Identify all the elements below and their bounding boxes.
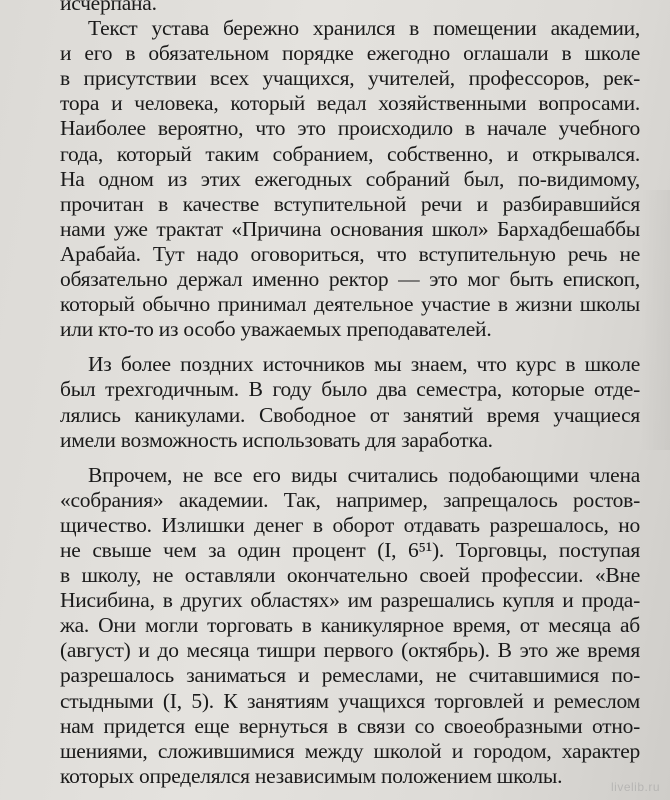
text-line: Из более поздних источников мы знаем, что курс в школе: [88, 352, 640, 377]
text-line: и его в обязательном порядке ежегодно оглашали в школе: [60, 41, 640, 66]
text-line: Нисибина, в других областях» им разрешались купля и прода-: [60, 588, 640, 613]
text-line: Арабайа. Тут надо оговориться, что вступительную речь не: [60, 241, 640, 266]
text-line: имели возможность использовать для заработка.: [60, 427, 493, 452]
paragraph-gap: [60, 453, 640, 463]
text-line: который обычно принимал деятельное участие в жизни школы: [60, 292, 640, 317]
text-line: прочитан в качестве вступительной речи и разбиравшийся: [60, 191, 640, 216]
text-line: которых определялся независимым положением школы.: [60, 763, 563, 788]
paragraph-2: [60, 352, 640, 452]
text-line: На одном из этих ежегодных собраний был, по-видимому,: [60, 166, 640, 191]
text-line: не свыше чем за один процент (I, 6⁵¹). Торговцы, поступая: [60, 537, 640, 562]
text-line: Впрочем, не все его виды считались подобающими члена: [88, 462, 640, 487]
text-line: исчерпана.: [60, 0, 157, 15]
text-line: нами уже трактат «Причина основания школ» Бархадбешаббы: [60, 216, 640, 241]
text-line: нам придется еще вернуться в связи со своеобразными отно-: [60, 713, 640, 738]
text-line: года, который таким собранием, собственно, и открывался.: [60, 141, 640, 166]
text-line: Текст устава бережно хранился в помещении академии,: [88, 16, 640, 41]
text-line: тора и человека, который ведал хозяйственными вопросами.: [60, 91, 640, 116]
paragraph-0: [60, 0, 640, 16]
text-line: лялись каникулами. Свободное от занятий время учащиеся: [60, 402, 640, 427]
text-line: был трехгодичным. В году было два семестра, которые отде-: [60, 377, 640, 402]
text-line: щичество. Излишки денег в оборот отдавать разрешалось, но: [60, 512, 640, 537]
text-line: разрешалось заниматься и ремеслами, не считавшимися по-: [60, 663, 640, 688]
watermark: livelib.ru: [610, 780, 660, 794]
text-line: или кто-то из особо уважаемых преподавателей.: [60, 317, 492, 342]
paragraph-3: [60, 463, 640, 789]
page-edge-shadow: [640, 190, 670, 450]
text-line: Наиболее вероятно, что это происходило в начале учебного: [60, 116, 640, 141]
text-line: стыдными (I, 5). К занятиям учащихся торговлей и ремеслом: [60, 688, 640, 713]
text-line: шениями, сложившимися между школой и городом, характер: [60, 738, 640, 763]
text-line: обязательно держал именно ректор — это мог быть епископ,: [60, 267, 640, 292]
text-line: (август) и до месяца тишри первого (октябрь). В это же время: [60, 638, 640, 663]
text-line: в школу, не оставляли окончательно своей профессии. «Вне: [60, 563, 640, 588]
paragraph-1: [60, 16, 640, 342]
page-text: [60, 0, 640, 789]
paragraph-gap: [60, 342, 640, 352]
text-line: жа. Они могли торговать в каникулярное время, от месяца аб: [60, 613, 640, 638]
text-line: «собрания» академии. Так, например, запрещалось ростов-: [60, 487, 640, 512]
text-line: в присутствии всех учащихся, учителей, профессоров, рек-: [60, 66, 640, 91]
